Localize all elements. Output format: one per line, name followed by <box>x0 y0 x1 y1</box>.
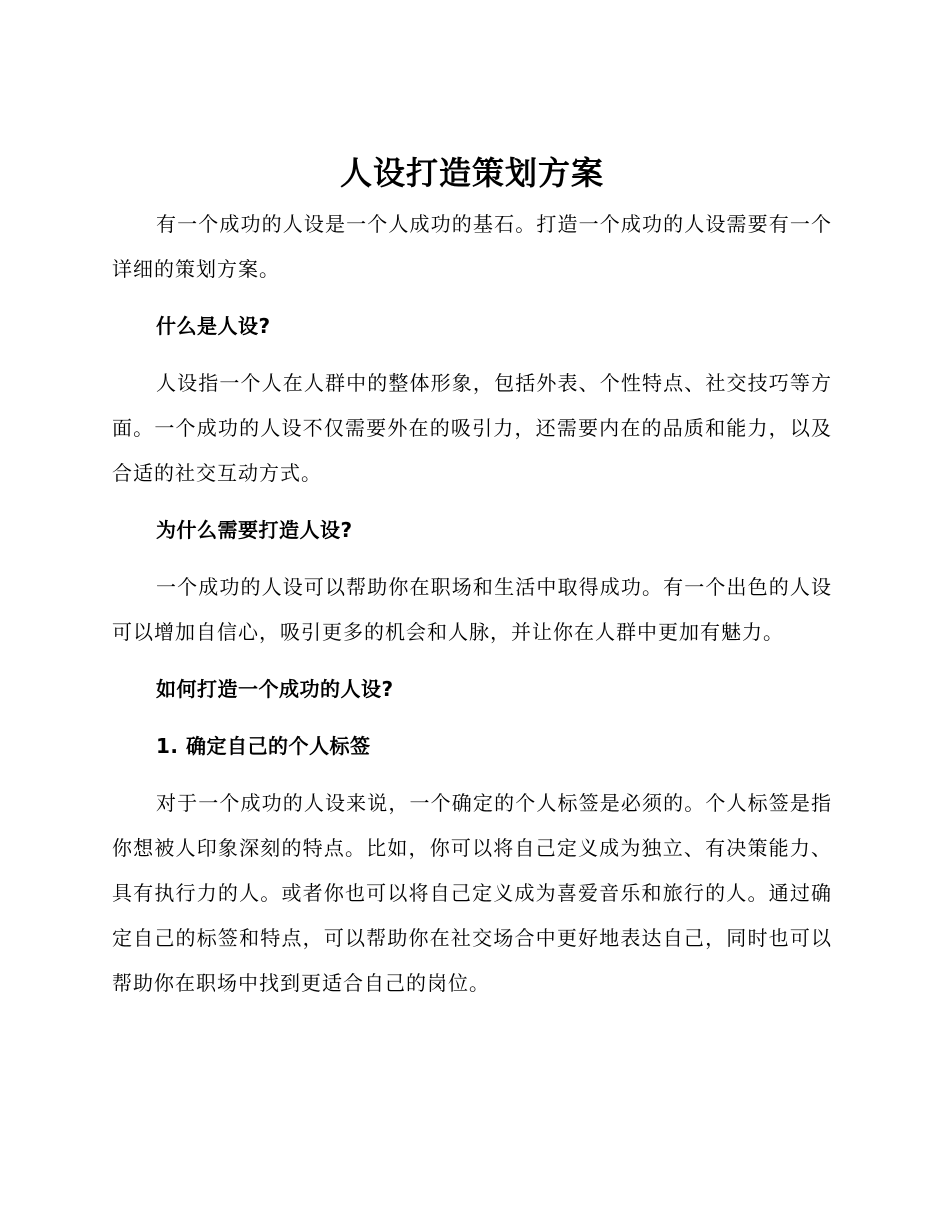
intro-paragraph: 有一个成功的人设是一个人成功的基石。打造一个成功的人设需要有一个详细的策划方案。 <box>112 212 832 281</box>
document-body <box>112 150 832 1006</box>
section-heading-why-persona: 为什么需要打造人设? <box>156 518 353 542</box>
section-heading-how-to-build: 如何打造一个成功的人设? <box>156 677 394 701</box>
section-paragraph-what-is-persona: 人设指一个人在人群中的整体形象，包括外表、个性特点、社交技巧等方面。一个成功的人设不仅需要外在的吸引力，还需要内在的品质和能力，以及合适的社交互动方式。 <box>112 371 832 485</box>
step-paragraph-personal-label: 对于一个成功的人设来说，一个确定的个人标签是必须的。个人标签是指你想被人印象深刻的特点。比如，你可以将自己定义成为独立、有决策能力、具有执行力的人。或者你也可以将自己定义成为喜爱音乐和旅行的人。通过确定自己的标签和特点，可以帮助你在社交场合中更好地表达自己，同时也可以帮助你在职场中找到更适合自己的岗位。 <box>112 791 832 995</box>
document-title: 人设打造策划方案 <box>339 154 604 192</box>
step-heading-personal-label: 1. 确定自己的个人标签 <box>156 734 371 758</box>
section-heading-what-is-persona: 什么是人设? <box>156 314 271 338</box>
section-paragraph-why-persona: 一个成功的人设可以帮助你在职场和生活中取得成功。有一个出色的人设可以增加自信心，吸引更多的机会和人脉，并让你在人群中更加有魅力。 <box>112 575 832 644</box>
